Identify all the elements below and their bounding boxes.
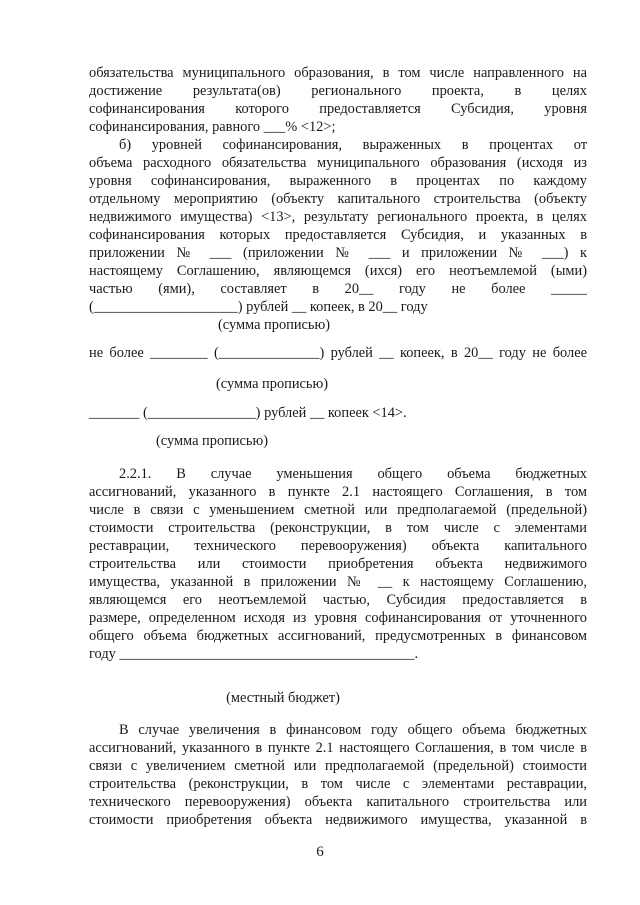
body-line: являющемся его неотъемлемой частью, Субсидия предоставляется в (89, 592, 587, 608)
body-line: ассигнований, указанного в пункте 2.1 настоящего Соглашения, в том числе в (89, 740, 587, 756)
amount-in-words-caption: (сумма прописью) (215, 376, 329, 392)
amount-line: не более ________ (______________) рублей __ копеек, в 20__ году не более (89, 345, 587, 361)
amount-in-words-caption: (сумма прописью) (217, 317, 331, 333)
body-line: имущества, указанной в приложении № __ к настоящему Соглашению, (89, 574, 587, 590)
body-line: обязательства муниципального образования, в том числе направленного на (89, 65, 587, 81)
page-number: 6 (316, 844, 324, 860)
body-line: размере, определенном исходя из уровня софинансирования от уточненного (89, 610, 587, 626)
body-line: технического перевооружения) объекта капитального строительства или (89, 794, 587, 810)
body-line: уровня софинансирования, выраженного в процентах по каждому (89, 173, 587, 189)
body-line: недвижимого имущества) <13>, результату регионального проекта, в целях (89, 209, 587, 225)
body-line: объема расходного обязательства муниципального образования (исходя из (89, 155, 587, 171)
body-line: В случае увеличения в финансовом году общего объема бюджетных (119, 722, 587, 738)
body-line: частью (ями), составляет в 20__ году не более _____ (89, 281, 587, 297)
body-line: реставрации, технического перевооружения) объекта капитального (89, 538, 587, 554)
amount-line: _______ (_______________) рублей __ копеек <14>. (89, 405, 407, 421)
body-line: 2.2.1. В случае уменьшения общего объема бюджетных (119, 466, 587, 482)
body-line: софинансирования, равного ___% <12>; (89, 119, 336, 135)
body-line: числе в связи с уменьшением сметной или предполагаемой (предельной) (89, 502, 587, 518)
body-line: стоимости приобретения объекта недвижимого имущества, указанной в (89, 812, 587, 828)
body-line: ассигнований, указанного в пункте 2.1 настоящего Соглашения, в том (89, 484, 587, 500)
body-line: приложении № ___ (приложении № ___ и приложении № ___) к (89, 245, 587, 261)
body-line: б) уровней софинансирования, выраженных в процентах от (119, 137, 587, 153)
body-line: достижение результата(ов) регионального проекта, в целях (89, 83, 587, 99)
body-line: связи с увеличением сметной или предполагаемой (предельной) стоимости (89, 758, 587, 774)
local-budget-caption: (местный бюджет) (226, 690, 340, 706)
body-line: стоимости строительства (реконструкции, в том числе с элементами (89, 520, 587, 536)
budget-line: году _________________________________________. (89, 646, 419, 662)
amount-in-words-caption: (сумма прописью) (155, 433, 269, 449)
body-line: отдельному мероприятию (объекту капитального строительства (объекту (89, 191, 587, 207)
body-line: софинансирования которых предоставляется Субсидия, и указанных в (89, 227, 587, 243)
body-line: строительства или стоимости приобретения объекта недвижимого (89, 556, 587, 572)
body-line: софинансирования которого предоставляется Субсидия, уровня (89, 101, 587, 117)
body-line: общего объема бюджетных ассигнований, предусмотренных в финансовом (89, 628, 587, 644)
body-line: настоящему Соглашению, являющемся (ихся) его неотъемлемой (ыми) (89, 263, 587, 279)
amount-line: (____________________) рублей __ копеек, в 20__ году (89, 299, 428, 315)
body-line: строительства (реконструкции, в том числе с элементами реставрации, (89, 776, 587, 792)
